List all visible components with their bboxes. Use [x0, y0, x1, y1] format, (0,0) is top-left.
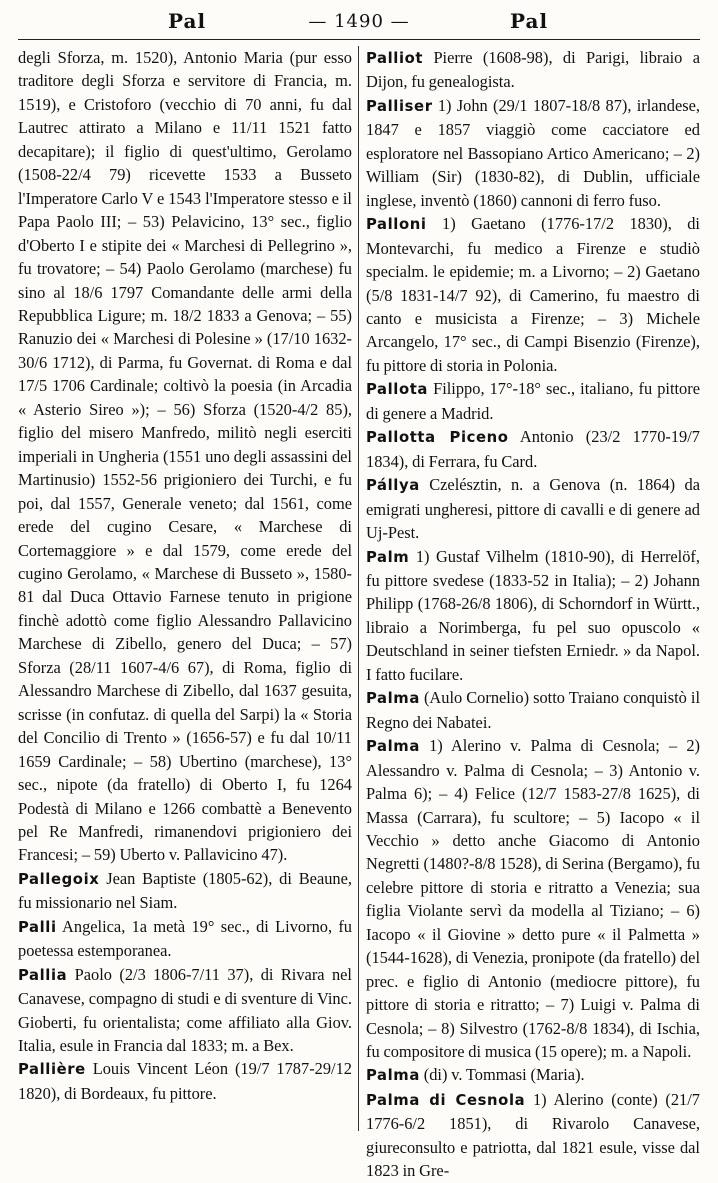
headword: Palliser	[366, 97, 433, 115]
left-column	[18, 46, 352, 1131]
headword: Palm	[366, 548, 410, 566]
entry-text: Jean Baptiste (1805-62), di Beaune, fu missionario nel Siam.	[18, 868, 352, 913]
entry	[366, 46, 700, 94]
header-right-running-head: Pal	[510, 9, 549, 33]
entry-text: Paolo (2/3 1806-7/11 37), di Rivara nel Canavese, compagno di studi e di sventure di Vinc. Gioberti, fu orientalista; come affiliato alla Giov. Italia, esule in Francia dal 1833; m. a Bex.	[18, 964, 352, 1056]
entry-text: Czelésztin, n. a Genova (n. 1864) da emigrati ungheresi, pittore di cavalli e di genere ad Uj-Pest.	[366, 475, 700, 543]
entry	[18, 1057, 352, 1105]
headword: Pállya	[366, 477, 420, 495]
entry-text: Pierre (1608-98), di Parigi, libraio a Dijon, fu genealogista.	[366, 48, 700, 92]
right-column	[366, 46, 700, 1181]
headword: Palloni	[366, 216, 427, 234]
headword: Pallotta Piceno	[366, 429, 509, 447]
headword: Pallegoix	[18, 870, 100, 888]
entry	[18, 915, 352, 963]
entry	[366, 425, 700, 473]
headword: Palliot	[366, 50, 424, 67]
headword: Palli	[18, 918, 57, 936]
headword: Pallière	[18, 1061, 86, 1079]
entry-text: Antonio (23/2 1770-19/7 1834), di Ferrara, fu Card.	[366, 427, 700, 471]
entry	[366, 473, 700, 544]
entry-text: 1) Gaetano (1776-17/2 1830), di Montevarchi, fu medico a Firenze e studiò specialm. le epidemie; m. a Livorno; – 2) Gaetano (5/8 1831-14/7 92), di Camerino, fu maestro di canto e musicista a Firenze; – 3) Michele Arcangelo, 17° sec., di Campi Bisenzio (Firenze), fu pittore di storia in Polonia.	[366, 214, 700, 375]
entry	[366, 94, 700, 212]
headword: Palma	[366, 1067, 420, 1085]
entry-text: (Aulo Cornelio) sotto Traiano conquistò il Regno dei Nabatei.	[366, 688, 700, 732]
entry-text: Filippo, 17°-18° sec., italiano, fu pittore di genere a Madrid.	[366, 379, 700, 423]
column-divider	[358, 46, 359, 1131]
page-header	[0, 0, 718, 36]
entry	[366, 545, 700, 687]
headword: Palma di Cesnola	[366, 1091, 526, 1109]
entry-text: Louis Vincent Léon (19/7 1787-29/12 1820), di Bordeaux, fu pittore.	[18, 1059, 352, 1103]
headword: Palma	[366, 738, 420, 756]
header-left-running-head: Pal	[168, 9, 207, 33]
entry	[366, 377, 700, 425]
headword: Pallia	[18, 966, 68, 984]
page-number: — 1490 —	[308, 11, 410, 32]
entry-text: 1) Alerino v. Palma di Cesnola; – 2) Alessandro v. Palma di Cesnola; – 3) Antonio v. Palma 6); – 4) Felice (12/7 1583-27/8 1625), di Massa (Carrara), fu scultore; – 5) Iacopo « il Vecchio » detto anche Giacomo di Antonio Negretti (1480?-8/8 1528), di Serina (Bergamo), fu celebre pittore di storia e ritratto a Venezia; sua figlia Violante servì da modella al Tiziano; – 6) Iacopo « il Giovine » detto pure « il Palmetta » (1544-1628), di Venezia, pronipote (da fratello) del prec. e figlio di Antonio (mediocre pittore), fu pittore di storia e ritratto; – 7) Luigi v. Palma di Cesnola; – 8) Silvestro (1762-8/8 1834), di Ischia, fu compositore di musica (15 opere); m. a Napoli.	[366, 736, 700, 1062]
entry-text: 1) John (29/1 1807-18/8 87), irlandese, 1847 e 1857 viaggiò come cacciatore ed esploratore nel Bassopiano Artico Americano; – 2) William (Sir) (1830-82), di Dublin, ufficiale inglese, inventò (1860) cannoni di ferro fuso.	[366, 95, 700, 210]
continuation-text: degli Sforza, m. 1520), Antonio Maria (pur esso traditore degli Sforza e servitore di Francia, m. 1519), e Cristoforo (vecchio di 70 anni, fu dal Lautrec attirato a Milano e 11/11 1521 fatto decapitare); il figlio di quest'ultimo, Gerolamo (1508-22/4 79) ricevette 1533 a Busseto l'Imperatore Carlo V e 1543 l'Imperatore stesso e il Papa Paolo III; – 53) Pelavicino, 13° sec., figlio d'Oberto I e stipite dei « Marchesi di Pellegrino », fu trovatore; – 54) Paolo Gerolamo (marchese) fu sino al 18/6 1797 Comandante delle armi della Repubblica Ligure; m. 18/2 1833 a Genova; – 55) Ranuzio dei « Marchesi di Polesine » (17/10 1632-30/6 1712), di Parma, fu Governat. di Roma e dal 17/5 1706 Cardinale; coltivò la poesia (in Arcadia « Asterio Sireo »); – 56) Sforza (1520-4/2 85), figlio del misero Manfredo, militò negli eserciti imperiali in Ungheria (1551 uno degli assassini del Martinusio) 1552-56 prigioniero dei Turchi, e fu poi, dal 1557, Generale veneto; dal 1561, come erede del cugino Cesare, « Marchese di Cortemaggiore » e dal 1579, come erede del cugino Gerolamo, « Marchese di Busseto », 1580-81 dal Duca Ottavio Farnese tenuto in prigione finchè adottò come figlio Alessandro Pallavicino Marchese di Zibello, genero del Duca; – 57) Sforza (28/11 1607-4/6 67), di Roma, figlio di Alessandro Marchese di Zibello, dal 1637 gesuita, scrisse (in confutaz. di quella del Sarpi) la « Storia del Concilio di Trento » (1656-57) e fu dal 10/11 1659 Cardinale; – 58) Ubertino (marchese), 13° sec., nipote (da fratello) di Oberto I, fu 1264 Podestà di Milano e 1266 combattè a Benevento pel Re Manfredi, rimanendovi prigioniero dei Francesi; – 59) Uberto v. Pallavicino 47).	[18, 48, 352, 865]
entry	[18, 963, 352, 1058]
entry	[366, 1063, 700, 1087]
entry-text: 1) Alerino (conte) (21/7 1776-6/2 1851), di Rivarolo Canavese, giureconsulto e patriotta, dal 1821 esule, visse dal 1823 in Gre-	[366, 1089, 700, 1181]
entry	[366, 212, 700, 377]
entry-text: Angelica, 1a metà 19° sec., di Livorno, fu poetessa estemporanea.	[18, 916, 352, 961]
entry	[366, 734, 700, 1063]
entry	[366, 1088, 700, 1183]
entry	[18, 867, 352, 915]
headword: Palma	[366, 690, 420, 708]
entry	[366, 686, 700, 734]
headword: Pallota	[366, 381, 429, 399]
entry-text: 1) Gustaf Vilhelm (1810-90), di Herrelöf, fu pittore svedese (1833-52 in Italia); – 2) Johann Philipp (1768-26/8 1806), di Schorndorf in Württ., libraio a Norimberga, fu pel suo opuscolo « Deutschland in seiner tiefsten Erniedr. » da Napol. I fatto fucilare.	[366, 546, 700, 684]
header-rule	[18, 39, 700, 40]
entry-text: (di) v. Tommasi (Maria).	[423, 1065, 585, 1085]
